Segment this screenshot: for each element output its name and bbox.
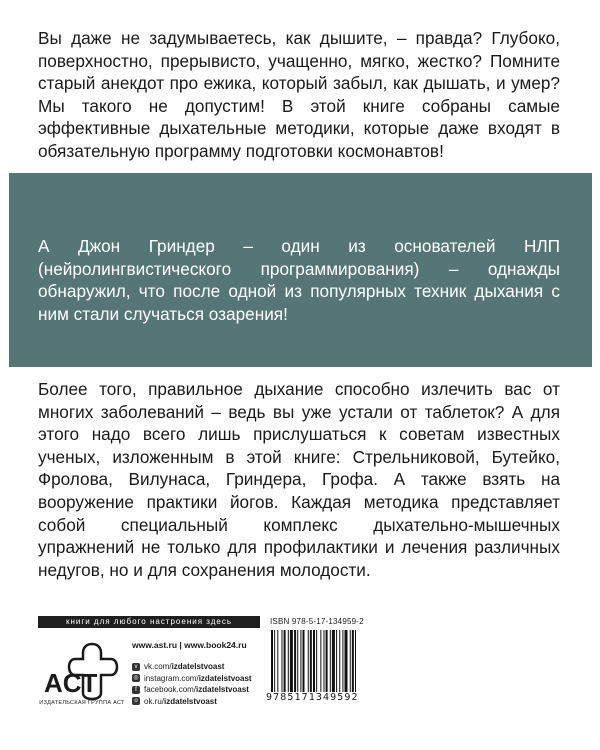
social-link-vk[interactable]: v vk.com/izdatelstvoast	[132, 661, 252, 673]
instagram-icon: ◎	[133, 675, 139, 682]
social-links	[132, 661, 252, 707]
barcode-bar	[332, 630, 335, 692]
ast-logo-text: ACT	[44, 668, 98, 698]
barcode-bar	[271, 630, 273, 692]
ast-logo	[40, 640, 122, 702]
social-link-ok[interactable]: o ok.ru/izdatelstvoast	[132, 696, 252, 708]
barcode-bar	[342, 630, 343, 692]
barcode-bar	[310, 630, 312, 692]
barcode-bar	[303, 630, 305, 692]
publisher-caption: ИЗДАТЕЛЬСКАЯ ГРУППА АСТ	[39, 700, 125, 706]
barcode-bar	[326, 630, 328, 692]
barcode-bar	[316, 630, 317, 692]
publisher-websites[interactable]: www.ast.ru | www.book24.ru	[132, 640, 247, 650]
barcode-bar	[339, 630, 340, 692]
barcode-bar	[352, 630, 354, 692]
barcode-bar	[350, 630, 351, 692]
barcode-number: 9785171349592	[266, 692, 359, 703]
barcode-bar	[288, 630, 289, 692]
tagline-strip: книги для любого настроения здесь	[38, 616, 260, 628]
barcode-bar	[294, 630, 296, 692]
description-paragraph-2: А Джон Гриндер – один из основателей НЛП (нейролингвистического программирования) – однажды обнаружил, что после одной из популярных техник дыхания с ним стали случаться озарения!	[38, 236, 560, 324]
facebook-icon: f	[132, 686, 140, 694]
barcode-bar	[355, 630, 356, 692]
barcode-bar	[290, 630, 293, 692]
barcode-bar	[282, 630, 283, 692]
barcode-bar	[300, 630, 301, 692]
description-paragraph-1: Вы даже не задумываетесь, как дышите, – правда? Глубоко, поверхностно, прерывисто, учащенно, мягко, жестко? Помните старый анекдот про ежика, который забыл, как дышать, и умер? Мы такого не допустим! В этой книге собраны самые эффективные дыхательные методики, которые даже входят в обязательную программу подготовки космонавтов!	[38, 28, 560, 161]
vk-icon: v	[132, 663, 140, 671]
barcode-bar	[330, 630, 331, 692]
barcode-bar	[324, 630, 325, 692]
barcode-bar	[308, 630, 309, 692]
barcode-bar	[277, 630, 278, 692]
isbn-label: ISBN 978-5-17-134959-2	[270, 617, 364, 626]
social-link-facebook[interactable]: f facebook.com/izdatelstvoast	[132, 684, 252, 696]
description-paragraph-3: Более того, правильное дыхание способно излечить вас от многих заболеваний – ведь вы уже устали от таблеток? А для этого надо всего лишь прислушаться к советам известных ученых, изложенным в этой книге: Стрельниковой, Бутейко, Фролова, Вилунаса, Гриндера, Грофа. А также взять на вооружение практики йогов. Каждая методика представляет собой специальный комплекс дыхательно-мышечных упражнений не только для профилактики и лечения различных недугов, но и для сохранения молодости.	[38, 379, 560, 580]
ok-icon: o	[132, 697, 140, 705]
barcode-bar	[336, 630, 337, 692]
barcode-bar	[345, 630, 348, 692]
social-link-instagram[interactable]: ◎ instagram.com/izdatelstvoast	[133, 673, 252, 683]
barcode-bar	[320, 630, 321, 692]
barcode	[270, 630, 385, 692]
barcode-bar	[274, 630, 275, 692]
barcode-bar	[313, 630, 315, 692]
barcode-bar	[297, 630, 298, 692]
barcode-bar	[284, 630, 286, 692]
